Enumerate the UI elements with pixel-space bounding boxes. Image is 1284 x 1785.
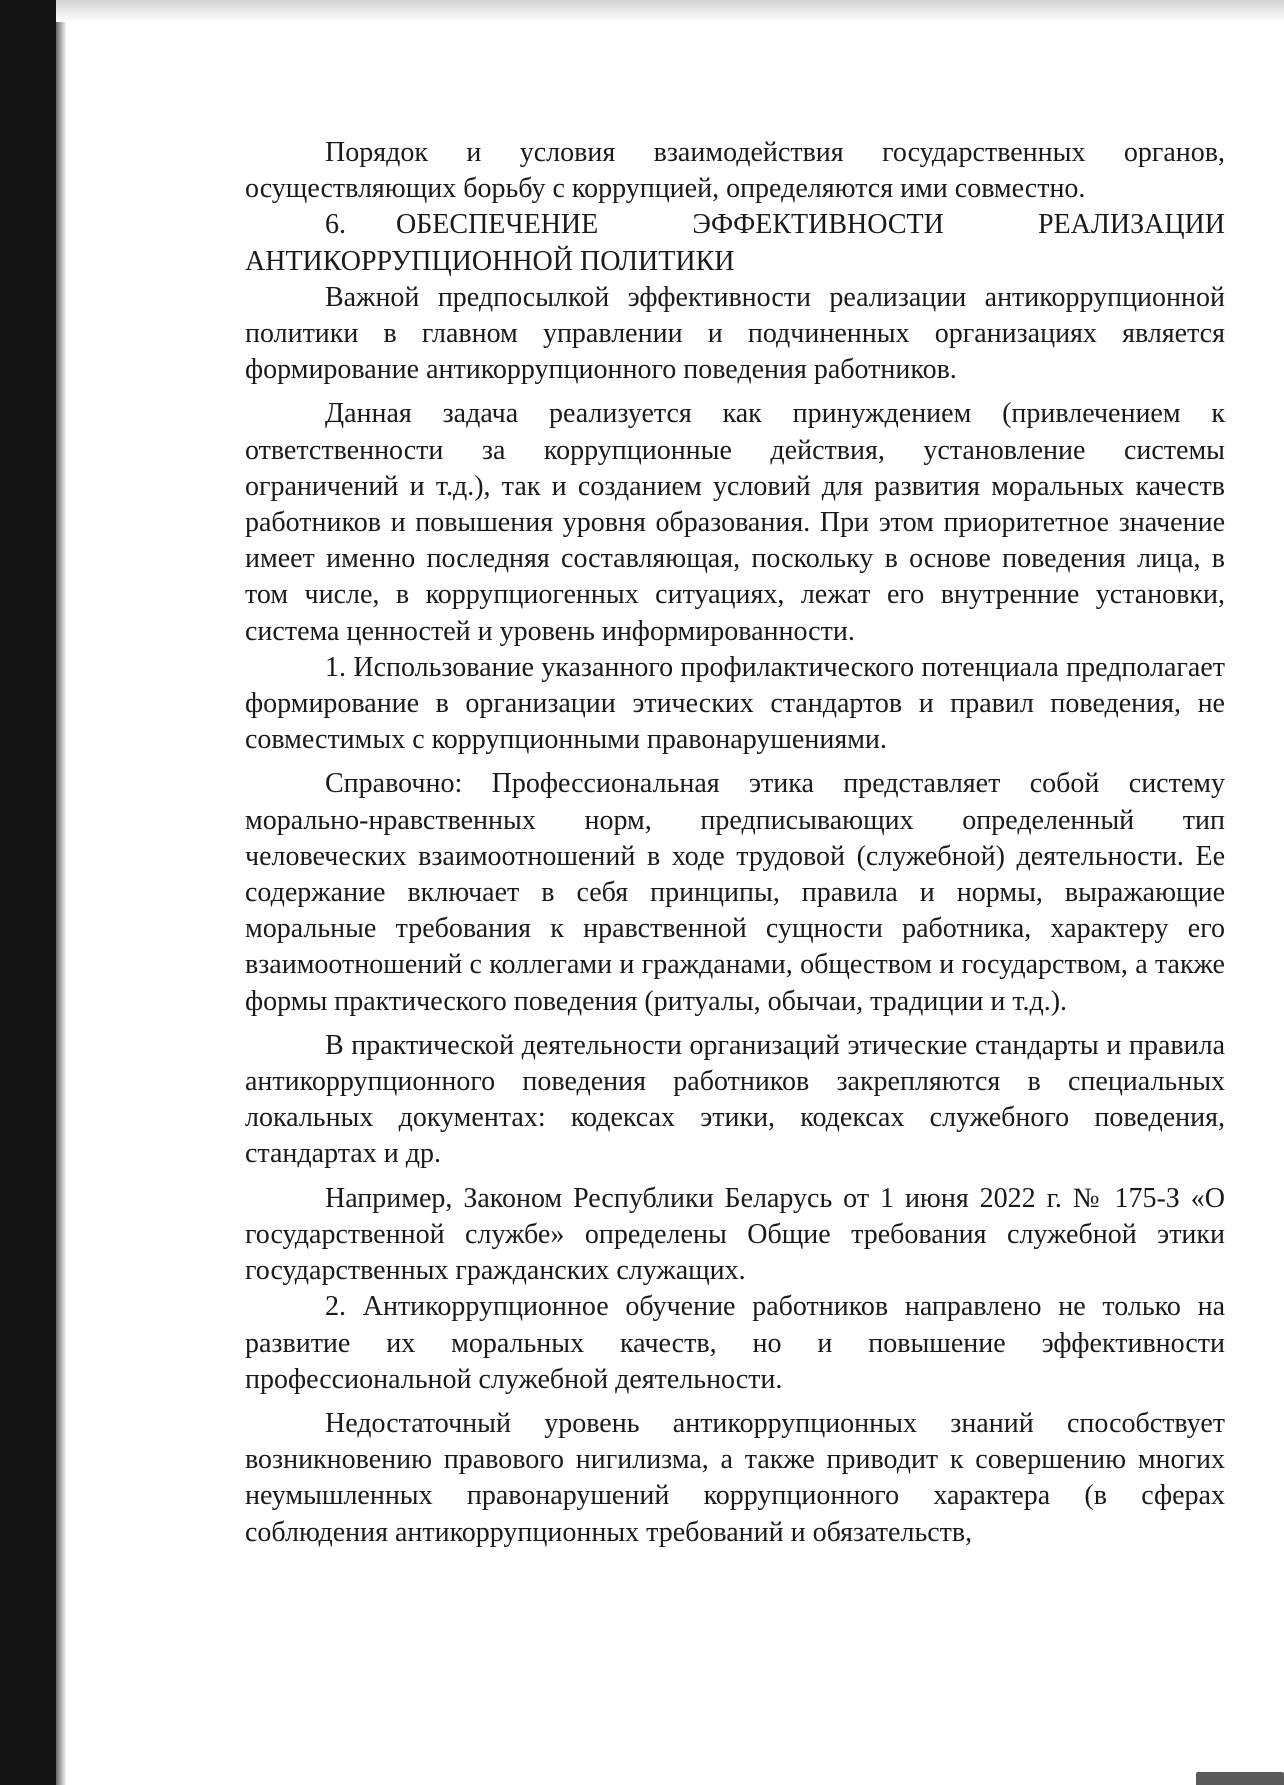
section-title: ОБЕСПЕЧЕНИЕ ЭФФЕКТИВНОСТИ РЕАЛИЗАЦИИ АНТИКОРРУПЦИОННОЙ ПОЛИТИКИ — [245, 209, 1225, 277]
paragraph-4: Справочно: Профессиональная этика представляет собой систему морально-нравственных норм, предписывающих определенный тип человеческих взаимоотношений в ходе трудовой (служебной) деятельности. Ее содержание включает в себя принципы, правила и нормы, выражающие моральные требования к нравственной сущности работника, характеру его взаимоотношений с коллегами и гражданами, обществом и государством, а также формы практического поведения (ритуалы, обычаи, традиции и т.д.). — [245, 768, 1225, 1017]
section-heading — [245, 207, 1225, 279]
document-page — [245, 135, 1225, 1551]
paragraph-2: Данная задача реализуется как принуждением (привлечением к ответственности за коррупционные действия, установление системы ограничений и т.д.), так и созданием условий для развития моральных качеств работников и повышения уровня образования. При этом приоритетное значение имеет именно последняя составляющая, поскольку в основе поведения лица, в том числе, в коррупциогенных ситуациях, лежат его внутренние установки, система ценностей и уровень информированности. — [245, 398, 1225, 647]
scan-bottom-mark — [1196, 1772, 1284, 1785]
paragraph-8: Недостаточный уровень антикоррупционных знаний способствует возникновению правового нигилизма, а также приводит к совершению многих неумышленных правонарушений коррупционного характера (в сферах соблюдения антикоррупционных требований и обязательств, — [245, 1407, 1225, 1548]
paragraph-6: Например, Законом Республики Беларусь от 1 июня 2022 г. № 175-З «О государственной службе» определены Общие требования служебной этики государственных гражданских служащих. — [245, 1182, 1225, 1287]
paragraph-7: 2. Антикоррупционное обучение работников направлено не только на развитие их моральных качеств, но и повышение эффективности профессиональной служебной деятельности. — [245, 1291, 1225, 1395]
paragraph-1: Важной предпосылкой эффективности реализации антикоррупционной политики в главном управлении и подчиненных организациях является формирование антикоррупционного поведения работников. — [245, 281, 1225, 386]
paragraph-3: 1. Использование указанного профилактического потенциала предполагает формирование в организации этических стандартов и правил поведения, не совместимых с коррупционными правонарушениями. — [245, 651, 1225, 756]
scan-dark-edge — [0, 0, 56, 1785]
section-number: 6. — [325, 209, 346, 241]
paragraph-intro: Порядок и условия взаимодействия государственных органов, осуществляющих борьбу с коррупцией, определяются ими совместно. — [245, 137, 1225, 205]
paragraph-5: В практической деятельности организаций этические стандарты и правила антикоррупционного поведения работников закрепляются в специальных локальных документах: кодексах этики, кодексах служебного поведения, стандартах и др. — [245, 1029, 1225, 1170]
scan-edge-shadow — [56, 0, 66, 1785]
scan-top-shadow — [56, 0, 1284, 22]
